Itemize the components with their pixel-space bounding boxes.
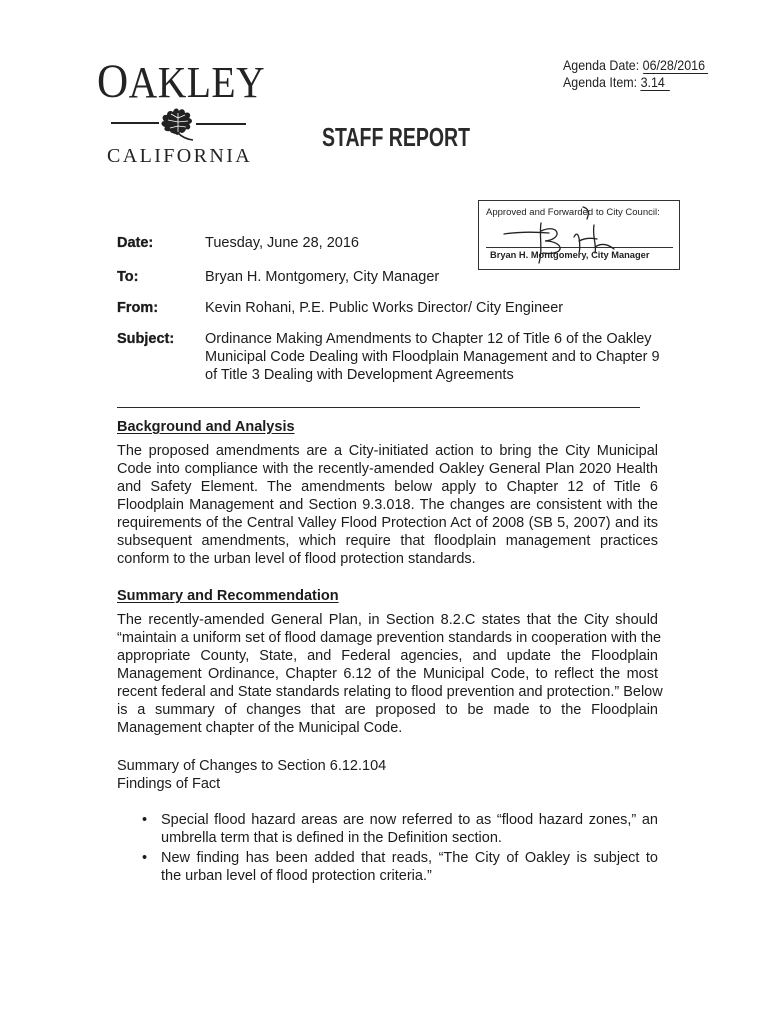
- subject-line: Municipal Code Dealing with Floodplain Management and to Chapter 9: [205, 349, 660, 365]
- subject-line: of Title 3 Dealing with Development Agreements: [205, 367, 514, 383]
- subject-label: Subject:: [117, 331, 175, 347]
- paragraph-line: “maintain a uniform set of flood damage prevention standards in cooperation with the: [117, 630, 662, 646]
- paragraph-line: Code into compliance with the recently-amended Oakley General Plan 2020 Health: [117, 461, 658, 477]
- header-divider: [117, 407, 640, 408]
- approval-heading: Approved and Forwarded to City Council:: [486, 207, 660, 218]
- agenda-date: [563, 57, 708, 73]
- logo-city-name: OAKLEY: [97, 55, 266, 108]
- changes-section-title: [117, 757, 658, 793]
- approval-signer: Bryan H. Montgomery, City Manager: [490, 250, 650, 260]
- logo-rule-right: [196, 123, 246, 125]
- to-value: Bryan H. Montgomery, City Manager: [205, 269, 440, 285]
- paragraph-line: recent federal and State standards relating to flood prevention and protection.” Below: [117, 684, 663, 700]
- paragraph-line: Management chapter of the Municipal Code.: [117, 720, 403, 736]
- from-value: Kevin Rohani, P.E. Public Works Director/ City Engineer: [205, 300, 564, 316]
- subject-line: Ordinance Making Amendments to Chapter 12 of Title 6 of the Oakley: [205, 331, 652, 347]
- paragraph-line: Floodplain Management and Section 9.3.018. The changes are consistent with the: [117, 497, 658, 513]
- paragraph-line: subsequent amendments, which require that floodplain management practices: [117, 533, 658, 549]
- logo-state-name: CALIFORNIA: [107, 145, 253, 167]
- bullet-icon: •: [142, 812, 148, 828]
- subject-text: [205, 330, 660, 384]
- report-title: STAFF REPORT: [322, 122, 471, 152]
- from-label: From:: [117, 300, 159, 316]
- background-paragraph: [117, 442, 658, 568]
- paragraph-line: appropriate County, State, and Federal agencies, and update the Floodplain: [117, 648, 658, 664]
- list-item-line: the urban level of flood protection criteria.”: [161, 868, 432, 884]
- bullet-icon: •: [142, 850, 148, 866]
- date-value: Tuesday, June 28, 2016: [205, 235, 359, 251]
- paragraph-line: The recently-amended General Plan, in Section 8.2.C states that the City should: [117, 612, 658, 628]
- oak-leaf-icon: [158, 106, 200, 142]
- list-item: [161, 849, 658, 885]
- agenda-item-label: Agenda Item:: [563, 74, 638, 90]
- agenda-date-label: Agenda Date:: [563, 57, 640, 73]
- list-item: [161, 811, 658, 847]
- approval-box: [478, 200, 680, 270]
- background-heading: Background and Analysis: [117, 419, 295, 435]
- date-label: Date:: [117, 235, 154, 251]
- agenda-date-value: 06/28/2016: [643, 57, 708, 74]
- changes-subtitle: Findings of Fact: [117, 776, 221, 792]
- list-item-line: umbrella term that is defined in the Definition section.: [161, 830, 502, 846]
- to-label: To:: [117, 269, 139, 285]
- paragraph-line: is a summary of changes that are proposed to be made to the Floodplain: [117, 702, 658, 718]
- list-item-line: Special flood hazard areas are now referred to as “flood hazard zones,” an: [161, 812, 658, 828]
- summary-heading: Summary and Recommendation: [117, 588, 339, 604]
- paragraph-line: and Safety Element. The amendments below apply to Chapter 12 of Title 6: [117, 479, 658, 495]
- paragraph-line: Management Ordinance, Chapter 6.12 of the Municipal Code, to reflect the most: [117, 666, 658, 682]
- agenda-item: [563, 74, 670, 90]
- changes-title: Summary of Changes to Section 6.12.104: [117, 758, 387, 774]
- paragraph-line: The proposed amendments are a City-initiated action to bring the City Municipal: [117, 443, 658, 459]
- summary-paragraph: [117, 611, 663, 737]
- agenda-item-value: 3.14: [641, 74, 671, 91]
- paragraph-line: conform to the urban level of flood protection standards.: [117, 551, 476, 567]
- logo-rule-left: [111, 122, 159, 124]
- list-item-line: New finding has been added that reads, “The City of Oakley is subject to: [161, 850, 658, 866]
- paragraph-line: requirements of the Central Valley Flood Protection Act of 2008 (SB 5, 2007) and its: [117, 515, 658, 531]
